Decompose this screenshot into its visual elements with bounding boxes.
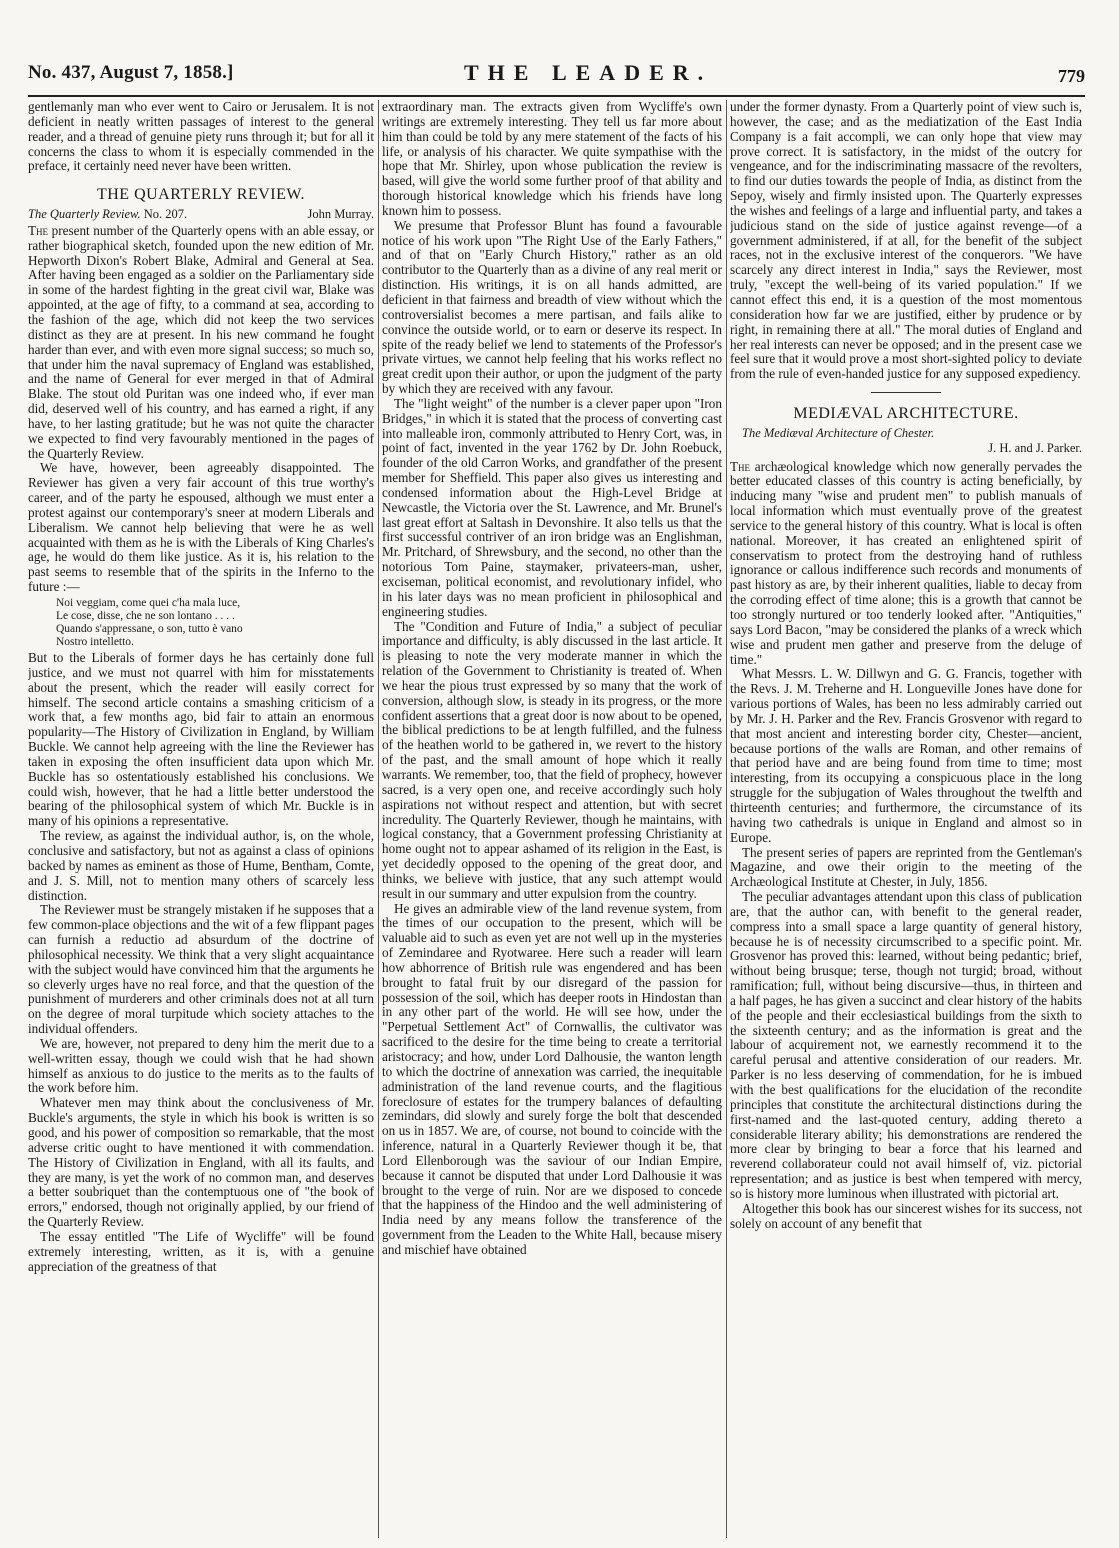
paragraph: We have, however, been agreeably disappointed. The Reviewer has given a very fair account of this true worthy's career, and of the party he espoused, although we must enter a protest against our contemporary's sneer at modern Liberals and Liberalism. We cannot help believing that were he as well acquainted with them as he is with the Liberals of King Charles's age, he would do them like justice. As it is, his relation to the past seems to resemble that of the spirits in the Inferno to the future :— [28, 460, 374, 595]
verse-line: Nostro intelletto. [56, 636, 134, 648]
article-heading-quarterly: THE QUARTERLY REVIEW. [96, 186, 306, 204]
column-divider [378, 100, 379, 1538]
paragraph: But to the Liberals of former days he has certainly done full justice, and we must not quarrel with him for misstatements about the present, which the reader will easily correct for himself. The second article contains a smashing criticism of a work that, a few months ago, bid fair to attain an enormous popularity—The History of Civilization in England, by William Buckle. We cannot help agreeing with the line the Reviewer has taken in exposing the often insufficient data upon which Mr. Buckle has so ostentatiously established his conclusions. We could wish, however, that he had a little better understood the bearing of the philosophical system of which Mr. Buckle is in many of his opinions a representative. [28, 650, 374, 829]
paragraph: He gives an admirable view of the land revenue system, from the times of our occupation to the present, which will be valuable aid to such as even yet are not well up in the mysteries of Zemindaree and Ryotwaree. Here such a reader will learn how abhorrence of British rule was engendered and has been brought to fatal fruit by our disregard of the passion for possession of the soil, which has deeper roots in Hindostan than in any other part of the world. He will see how, under the "Perpetual Settlement Act" of Cornwallis, the cultivator was sacrificed to the desire for the time being to create a territorial aristocracy; and how, under Lord Dalhousie, the wanton length to which the doctrine of annexation was carried, the inequitable administration of the land revenue courts, and the flagitious foreclosure of estates for the trumpery balances of defaulting zemindars, did slowly and surely forge the bolt that descended on us in 1857. We are, of course, not bound to coincide with the inference, natural in a Quarterly Reviewer though it be, that Lord Ellenborough was the saviour of our Indian Empire, because it cannot be disputed that under Lord Dalhousie it was brought to the verge of ruin. Nor are we disposed to concede that the happiness of the Hindoo and the well administering of India need by any means follow the transference of the government from the Leaden to the White Hall, because misery and mischief have obtained [382, 900, 722, 1257]
paragraph: The Reviewer must be strangely mistaken if he supposes that a few common-place objections and the wit of a few flippant pages can furnish a reductio ad absurdum of the doctrine of philosophical necessity. We think that a very slight acquaintance with the subject would have convinced him that the arguments he so cleverly urges have no real force, and that the question of the punishment of murderers and other criminals does not at all turn on the degree of moral turpitude which society attaches to the individual offenders. [28, 902, 374, 1037]
verse-line: Quando s'appressane, o son, tutto è vano [56, 623, 243, 635]
paragraph: The peculiar advantages attendant upon this class of publication are, that the author can, with benefit to the general reader, compress into a small space a large quantity of general history, because he is of necessity circumscribed to a specific point. Mr. Grosvenor has proved this: learned, without being pedantic; brief, without being brusque; terse, though not turgid; broad, without ramification; full, without being discursive—thus, in thirteen and a half pages, he has given a succinct and clear history of the habits of the people and their ecclesiastical buildings from the sixth to the sixteenth century; and as the information is great and the labour of acquirement not, we earnestly recommend it to the careful perusal and attentive consideration of our readers. Mr. Parker is no less deserving of commendation, for he is imbued with the best qualifications for the elucidation of the recondite principles that constitute the architectural distinctions during the first-named and the last-quoted century, adding thereto a considerable literary ability; his demonstrations are rendered the more clear by bringing to bear a force that his learned and reverend collaborateur could not avail himself of, viz. pictorial representation; and as justice is best when tempered with mercy, so is history more luminous when illustrated with pictorial art. [730, 889, 1082, 1201]
issue-date: No. 437, August 7, 1858.] [28, 62, 234, 83]
masthead [28, 58, 1085, 92]
lead-word: The [730, 458, 751, 474]
paragraph: What Messrs. L. W. Dillwyn and G. G. Francis, together with the Revs. J. M. Treherne and H. Longueville Jones have done for various portions of Wales, has been no less admirably carried out by Mr. J. H. Parker and the Rev. Francis Grosvenor with regard to that most ancient and interesting border city, Chester—ancient, because portions of the walls are Roman, and other remains of that period have and are being found from time to time; most interesting, from its occupying a conspicuous place in the long struggle for the subjugation of Wales throughout the twelfth and thirteenth centuries; and furthermore, the circumstance of its having two cathedrals is unique in England and almost so in Europe. [730, 666, 1082, 845]
paragraph: The "light weight" of the number is a clever paper upon "Iron Bridges," in which it is stated that the process of converting cast into malleable iron, commonly attributed to Henry Cort, was, in point of fact, invented in the year 1762 by Dr. John Roebuck, founder of the old Carron Works, and grandfather of the present member for Sheffield. This paper also gives us interesting and condensed information about the High-Level Bridge at Newcastle, the Victoria over the St. Lawrence, and Mr. Brunel's last great effort at Saltash in Devonshire. It also tells us that the first successful contriver of an iron bridge was an Englishman, Mr. Pritchard, of Shrewsbury, and the second, no other than the notorious Tom Paine, staymaker, privateers-man, usher, exciseman, political economist, and revolutionary infidel, who in his later days was no mean proficient in philosophical and engineering studies. [382, 395, 722, 619]
verse-line: Le cose, disse, che ne son lontano . . . . [56, 610, 235, 622]
paragraph: The present number of the Quarterly opens with an able essay, or rather biographical sketch, founded upon the new edition of Mr. Hepworth Dixon's Robert Blake, Admiral and General at Sea. After having been engaged as a soldier on the Parliamentary side in some of the hardest fighting in the great civil war, Blake was appointed, at the age of fifty, to a command at sea, according to the fashion of the age, which did not keep the two services distinct as they are at present. In his new command he fought harder than ever, and with even more signal success; so much so, that under him the naval supremacy of England was established, and the name of General for ever merged in that of Admiral Blake. The stout old Puritan was one indeed who, if ever man did, deserved well of his country, and has earned a right, if any have, to her lasting gratitude; but he was not quite the character we expected to find very favourably mentioned in the pages of the Quarterly Review. [28, 222, 374, 461]
verse-line: Noi veggiam, come quei c'ha mala luce, [56, 597, 241, 609]
source-number: No. 207. [143, 207, 188, 222]
article-source [730, 426, 1082, 441]
paragraph: The "Condition and Future of India," a subject of peculiar importance and difficulty, is ably discussed in the last article. It is pleasing to note the very moderate manner in which the relation of the Government to Christianity is treated of. When we hear the pious trust expressed by so many that the work of conversion, although slow, is steady in its progress, or the more confident assertions that a great door is now about to be opened, the biblical predictions to be at length fulfilled, and the fulness of the heathen world to be gathered in, we revert to the history of the past, and the small amount of hope which it really warrants. We remember, too, that the field of prophecy, however sacred, is a very open one, and receive accordingly such holy aspirations not without respect and attention, but with secret incredulity. The Quarterly Reviewer, though he maintains, with logical constancy, that a Government professing Christianity at home ought not to appear ashamed of its religion in the East, is yet decidedly opposed to the opening of the great door, and thinks, we believe with justice, that any such attempt would result in our summary and utter expulsion from the country. [382, 618, 722, 901]
masthead-rule [28, 95, 1085, 97]
paragraph: The archæological knowledge which now generally pervades the better educated classes of this country is acting beneficially, by inducing many "wise and prudent men" to publish manuals of local information which must eventually prove of the greatest service to the general history of this country. What is local is often national. Moreover, it has created an enlightened spirit of conservatism to protect from the destroying hand of ruthless ignorance or callous indifference such records and monuments of past history as are, by their inherent qualities, liable to decay from the corroding effect of time alone; this is a growth that cannot be too strongly nurtured or too tenderly looked after. "Antiquities," says Lord Bacon, "may be considered the planks of a wreck which wise and prudent men gather and preserve from the deluge of time." [730, 458, 1082, 667]
paragraph: We presume that Professor Blunt has found a favourable notice of his work upon "The Right Use of the Early Fathers," and of that on "Early Church History," rather as an old contributor to the Quarterly than as a divine of any real merit or distinction. His writings, it is on all hands admitted, are deficient in that fairness and breadth of view without which the controversialist becomes a mere partisan, and fails alike to convince the outside world, or to earn or deserve its respect. In spite of the ready belief we lend to statements of the Professor's private virtues, we cannot help feeling that his works reflect no great credit upon their author, or upon the judgment of the party by which they are received with any favour. [382, 217, 722, 397]
column-2 [382, 100, 722, 1538]
source-publisher: John Murray. [307, 207, 374, 222]
newspaper-title: THE LEADER. [464, 60, 713, 85]
lead-word: The [28, 222, 49, 238]
paragraph: Whatever men may think about the conclusiveness of Mr. Buckle's arguments, the style in which his book is written is so good, and his power of composition so remarkable, that the most adverse critic ought to have mentioned it with commendation. The History of Civilization in England, with all its faults, and they are many, is yet the work of no common man, and deserves a better soubriquet than the contemptuous one of "the book of errors," endorsed, though not originally applied, by our friend of the Quarterly Review. [28, 1095, 374, 1230]
paragraph: Altogether this book has our sincerest wishes for its success, not solely on account of any benefit that [730, 1200, 1082, 1231]
paragraph: The review, as against the individual author, is, on the whole, conclusive and satisfactory, but not as against a class of opinions backed by names as eminent as those of Hume, Bentham, Comte, and J. S. Mill, not to mention many others of scarcely less distinction. [28, 828, 374, 903]
column-divider [726, 100, 727, 1538]
paragraph: The present series of papers are reprinted from the Gentleman's Magazine, and owe their origin to the meeting of the Archæological Institute at Chester, in July, 1856. [730, 844, 1082, 890]
source-title: The Mediæval Architecture of Chester. [742, 425, 935, 440]
column-1 [28, 100, 374, 1538]
paragraph: The essay entitled "The Life of Wycliffe" will be found extremely interesting, written, as it is, with a genuine appreciation of the greatness of that [28, 1228, 374, 1274]
page-number: 779 [1058, 66, 1085, 86]
source-title: The Quarterly Review. [28, 207, 141, 222]
article-source [28, 207, 374, 222]
section-divider [871, 392, 941, 393]
paragraph: We are, however, not prepared to deny him the merit due to a well-written essay, though we could wish that he had shown himself as anxious to do justice to the merits as to the faults of the work before him. [28, 1035, 374, 1096]
column-3 [730, 100, 1082, 1538]
italian-verse [56, 597, 374, 649]
continued-paragraph: gentlemanly man who ever went to Cairo or Jerusalem. It is not deficient in neatly written passages of interest to the general reader, and a thread of genuine piety runs through it; but for all it concerns the class to whom it is especially commended in the preface, it certainly need never have been written. [28, 100, 374, 174]
article-heading-medieval: MEDIÆVAL ARCHITECTURE. [793, 405, 1019, 423]
paragraph: extraordinary man. The extracts given from Wycliffe's own writings are extremely interesting. They tell us far more about him than could be told by any mere statement of the facts of his life, or analysis of his character. We quite sympathise with the hope that Mr. Shirley, upon whose publication the review is based, will give the world some further proof of that ability and thorough historical knowledge which his friends have long known him to possess. [382, 100, 722, 218]
paragraph: under the former dynasty. From a Quarterly point of view such is, however, the case; and as the mediatization of the East India Company is a fait accompli, we can only hope that view may prove correct. It is satisfactory, in the midst of the outcry for vengeance, and for the indiscriminating massacre of the revolters, to find our duties towards the people of India, as distinct from the Sepoy, wisely and firmly insisted upon. The Quarterly expresses the wishes and feelings of a large and influential party, and takes a judicious stand on the side of justice against revenge—of a government administered, if at all, for the benefit of the subject races, not in the exclusive interest of the conquerors. "We have scarcely any direct interest in India," says the Reviewer, most truly, "except the well-being of its varied population." If we cannot effect this end, it is a question of the most momentous consideration how far we are justified, either by prudence or by right, in remaining there at all." The moral duties of England and her real interests can never be opposed; and in the present case we feel sure that it would prove a most short-sighted policy to deviate from the rule of even-handed justice for any supposed expediency. [730, 100, 1082, 382]
source-publisher: J. H. and J. Parker. [988, 440, 1082, 455]
